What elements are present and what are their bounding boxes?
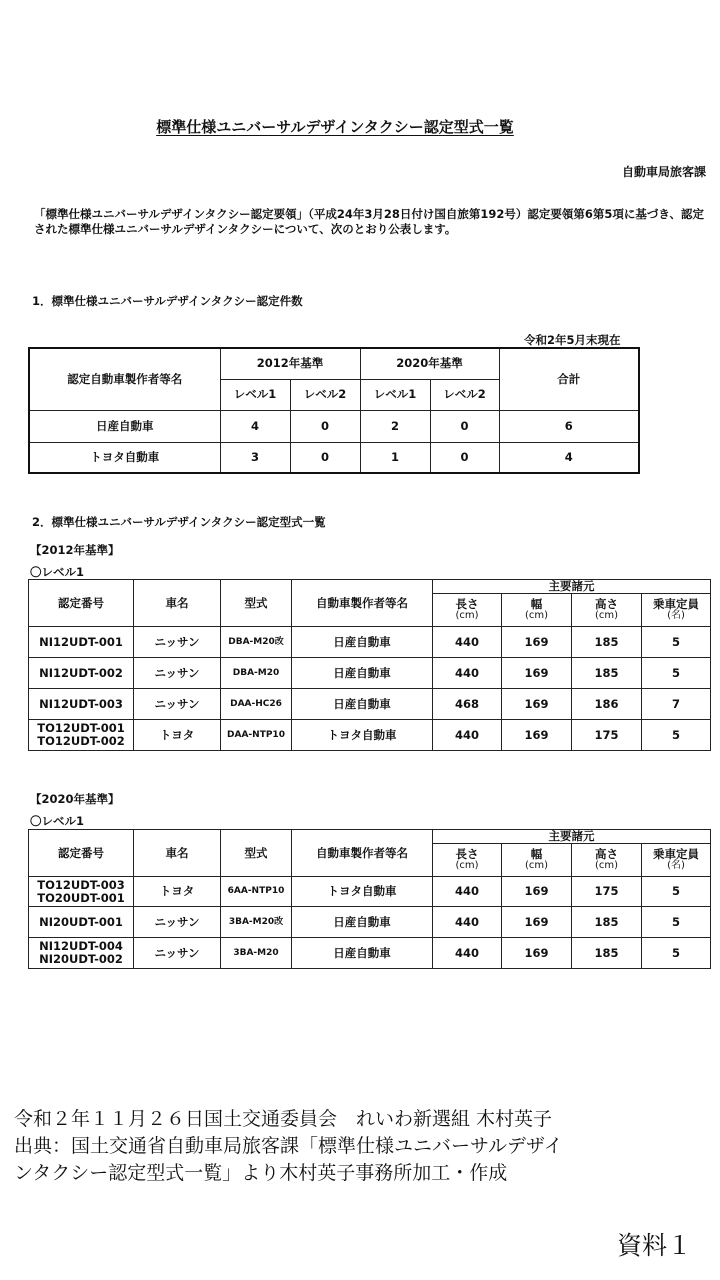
cert-no-header: 認定番号 bbox=[29, 830, 134, 877]
cert-no-cell: TO12UDT-003 TO20UDT-001 bbox=[29, 877, 134, 907]
footer-line-3: ンタクシー認定型式一覧」より木村英子事務所加工・作成 bbox=[14, 1162, 508, 1184]
maker-cell: 日産自動車 bbox=[29, 410, 220, 442]
as-of-date: 令和2年5月末現在 bbox=[524, 333, 621, 347]
table-row bbox=[29, 627, 711, 658]
cert-no-cell: NI12UDT-004 NI20UDT-002 bbox=[29, 938, 134, 969]
maker-header: 自動車製作者等名 bbox=[292, 830, 433, 877]
width-header: 幅 (cm) bbox=[502, 594, 572, 627]
car-name-header: 車名 bbox=[134, 580, 221, 627]
length-cell: 440 bbox=[433, 658, 502, 689]
height-cell: 185 bbox=[572, 938, 642, 969]
document-title: 標準仕様ユニバーサルデザインタクシー認定型式一覧 bbox=[156, 118, 514, 136]
model-header: 型式 bbox=[221, 580, 292, 627]
car-name-cell: トヨタ bbox=[134, 877, 221, 907]
height-header: 高さ (cm) bbox=[572, 844, 642, 877]
spec-header: 主要諸元 bbox=[433, 830, 711, 844]
height-header: 高さ (cm) bbox=[572, 594, 642, 627]
maker-cell: トヨタ自動車 bbox=[292, 720, 433, 751]
height-cell: 185 bbox=[572, 658, 642, 689]
width-cell: 169 bbox=[502, 907, 572, 938]
capacity-cell: 5 bbox=[642, 720, 711, 751]
length-header: 長さ (cm) bbox=[433, 844, 502, 877]
count-cell: 4 bbox=[220, 410, 290, 442]
level-label: 〇レベル1 bbox=[30, 814, 85, 828]
height-cell: 185 bbox=[572, 627, 642, 658]
model-cell: DBA-M20改 bbox=[221, 627, 292, 658]
level1-header: レベル1 bbox=[220, 379, 290, 410]
car-name-header: 車名 bbox=[134, 830, 221, 877]
model-cell: 6AA-NTP10 bbox=[221, 877, 292, 907]
width-cell: 169 bbox=[502, 689, 572, 720]
table-row bbox=[29, 907, 711, 938]
spec-header: 主要諸元 bbox=[433, 580, 711, 594]
total-cell: 4 bbox=[499, 442, 639, 473]
count-cell: 1 bbox=[360, 442, 430, 473]
maker-cell: 日産自動車 bbox=[292, 938, 433, 969]
width-cell: 169 bbox=[502, 627, 572, 658]
width-cell: 169 bbox=[502, 938, 572, 969]
count-cell: 2 bbox=[360, 410, 430, 442]
length-cell: 440 bbox=[433, 720, 502, 751]
std-2020-header: 2020年基準 bbox=[360, 348, 499, 379]
table-row bbox=[29, 720, 711, 751]
capacity-cell: 7 bbox=[642, 689, 711, 720]
maker-cell: 日産自動車 bbox=[292, 689, 433, 720]
height-cell: 185 bbox=[572, 907, 642, 938]
car-name-cell: ニッサン bbox=[134, 907, 221, 938]
cert-no-cell: NI12UDT-003 bbox=[29, 689, 134, 720]
section-2-heading: 2．標準仕様ユニバーサルデザインタクシー認定型式一覧 bbox=[32, 515, 326, 529]
maker-header: 認定自動車製作者等名 bbox=[29, 348, 220, 410]
car-name-cell: ニッサン bbox=[134, 689, 221, 720]
total-cell: 6 bbox=[499, 410, 639, 442]
length-cell: 440 bbox=[433, 907, 502, 938]
width-header: 幅 (cm) bbox=[502, 844, 572, 877]
maker-cell: トヨタ自動車 bbox=[292, 877, 433, 907]
capacity-cell: 5 bbox=[642, 938, 711, 969]
maker-cell: 日産自動車 bbox=[292, 658, 433, 689]
certification-count-table bbox=[28, 347, 640, 474]
table-row bbox=[29, 689, 711, 720]
table-row bbox=[29, 410, 639, 442]
capacity-header: 乗車定員 (名) bbox=[642, 594, 711, 627]
count-cell: 0 bbox=[290, 410, 360, 442]
model-header: 型式 bbox=[221, 830, 292, 877]
table-row bbox=[29, 658, 711, 689]
level2-header: レベル2 bbox=[290, 379, 360, 410]
cert-no-header: 認定番号 bbox=[29, 580, 134, 627]
height-cell: 186 bbox=[572, 689, 642, 720]
section-1-heading: 1．標準仕様ユニバーサルデザインタクシー認定件数 bbox=[32, 294, 303, 308]
height-cell: 175 bbox=[572, 877, 642, 907]
total-header: 合計 bbox=[499, 348, 639, 410]
intro-paragraph: 「標準仕様ユニバーサルデザインタクシー認定要領」（平成24年3月28日付け国自旅第192号）認定要領第6第5項に基づき、認定された標準仕様ユニバーサルデザインタクシーについて、次のとおり公表します。 bbox=[34, 207, 704, 236]
capacity-cell: 5 bbox=[642, 907, 711, 938]
type-table-2012 bbox=[28, 579, 711, 751]
capacity-header: 乗車定員 (名) bbox=[642, 844, 711, 877]
width-cell: 169 bbox=[502, 720, 572, 751]
std-2020-label: 【2020年基準】 bbox=[30, 792, 120, 806]
length-cell: 440 bbox=[433, 627, 502, 658]
car-name-cell: ニッサン bbox=[134, 627, 221, 658]
count-cell: 0 bbox=[290, 442, 360, 473]
cert-no-cell: TO12UDT-001 TO12UDT-002 bbox=[29, 720, 134, 751]
model-cell: DBA-M20 bbox=[221, 658, 292, 689]
count-cell: 0 bbox=[430, 410, 499, 442]
document-label: 資料１ bbox=[616, 1231, 692, 1260]
height-cell: 175 bbox=[572, 720, 642, 751]
model-cell: DAA-HC26 bbox=[221, 689, 292, 720]
maker-cell: 日産自動車 bbox=[292, 907, 433, 938]
level2-header: レベル2 bbox=[430, 379, 499, 410]
footer-note bbox=[14, 1106, 714, 1187]
maker-cell: トヨタ自動車 bbox=[29, 442, 220, 473]
table-row bbox=[29, 442, 639, 473]
length-cell: 440 bbox=[433, 877, 502, 907]
type-table-2020 bbox=[28, 829, 711, 969]
department-label: 自動車局旅客課 bbox=[621, 165, 706, 179]
count-cell: 3 bbox=[220, 442, 290, 473]
model-cell: 3BA-M20 bbox=[221, 938, 292, 969]
length-cell: 468 bbox=[433, 689, 502, 720]
model-cell: DAA-NTP10 bbox=[221, 720, 292, 751]
footer-line-1: 令和２年１１月２６日国土交通委員会 れいわ新選組 木村英子 bbox=[14, 1108, 553, 1130]
level-label: 〇レベル1 bbox=[30, 565, 85, 579]
car-name-cell: ニッサン bbox=[134, 938, 221, 969]
cert-no-cell: NI12UDT-001 bbox=[29, 627, 134, 658]
car-name-cell: ニッサン bbox=[134, 658, 221, 689]
maker-header: 自動車製作者等名 bbox=[292, 580, 433, 627]
table-row bbox=[29, 877, 711, 907]
cert-no-cell: NI20UDT-001 bbox=[29, 907, 134, 938]
cert-no-cell: NI12UDT-002 bbox=[29, 658, 134, 689]
count-cell: 0 bbox=[430, 442, 499, 473]
std-2012-label: 【2012年基準】 bbox=[30, 543, 120, 557]
length-header: 長さ (cm) bbox=[433, 594, 502, 627]
car-name-cell: トヨタ bbox=[134, 720, 221, 751]
width-cell: 169 bbox=[502, 877, 572, 907]
capacity-cell: 5 bbox=[642, 658, 711, 689]
maker-cell: 日産自動車 bbox=[292, 627, 433, 658]
std-2012-header: 2012年基準 bbox=[220, 348, 360, 379]
width-cell: 169 bbox=[502, 658, 572, 689]
capacity-cell: 5 bbox=[642, 627, 711, 658]
table-row bbox=[29, 938, 711, 969]
model-cell: 3BA-M20改 bbox=[221, 907, 292, 938]
length-cell: 440 bbox=[433, 938, 502, 969]
footer-line-2: 出典：国土交通省自動車局旅客課「標準仕様ユニバーサルデザイ bbox=[14, 1135, 563, 1157]
level1-header: レベル1 bbox=[360, 379, 430, 410]
capacity-cell: 5 bbox=[642, 877, 711, 907]
